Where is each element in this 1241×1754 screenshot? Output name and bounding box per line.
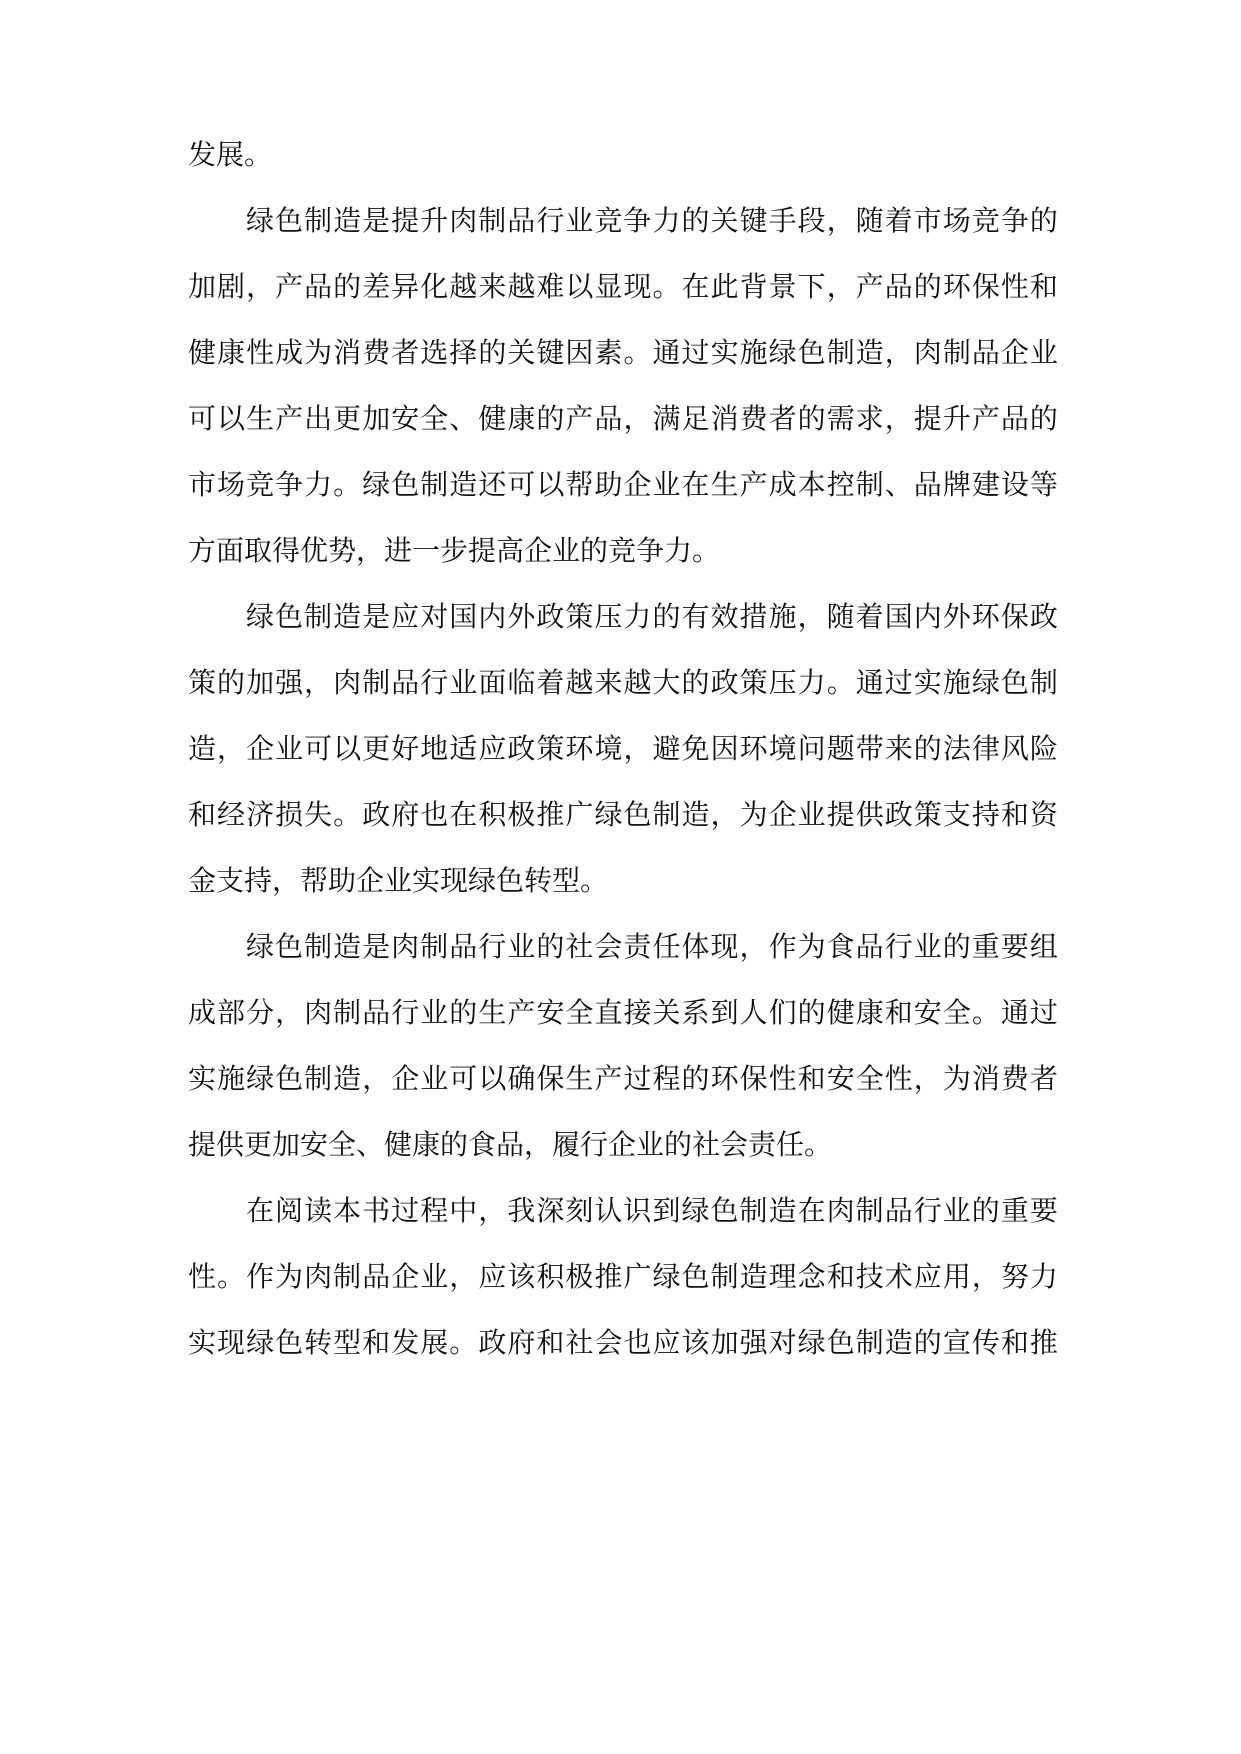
paragraph-first-line: 绿 色 制 造 是 肉 制 品 行 业 的 社 会 责 任 体 现 ， 作 为 食 品 行 业 的 重 要 组 — [246, 930, 1058, 963]
text-line: 市 场 竞 争 力 。 绿 色 制 造 还 可 以 帮 助 企 业 在 生 产 成 本 控 制 、 品 牌 建 设 等 — [188, 468, 1058, 501]
paragraph-last-line: 金支持，帮助企业实现绿色转型。 — [188, 864, 609, 897]
text-line: 性 。 作 为 肉 制 品 企 业 ， 应 该 积 极 推 广 绿 色 制 造 理 念 和 技 术 应 用 ， 努 力 — [188, 1260, 1058, 1293]
text-line: 成 部 分 ， 肉 制 品 行 业 的 生 产 安 全 直 接 关 系 到 人 们 的 健 康 和 安 全 。 通 过 — [188, 996, 1058, 1029]
text-line: 实 现 绿 色 转 型 和 发 展 。 政 府 和 社 会 也 应 该 加 强 对 绿 色 制 造 的 宣 传 和 推 — [188, 1326, 1058, 1359]
text-line: 可 以 生 产 出 更 加 安 全 、 健 康 的 产 品 ， 满 足 消 费 者 的 需 求 ， 提 升 产 品 的 — [188, 402, 1058, 435]
text-line: 健 康 性 成 为 消 费 者 选 择 的 关 键 因 素 。 通 过 实 施 绿 色 制 造 ， 肉 制 品 企 业 — [188, 336, 1058, 369]
text-line: 和 经 济 损 失 。 政 府 也 在 积 极 推 广 绿 色 制 造 ， 为 企 业 提 供 政 策 支 持 和 资 — [188, 798, 1058, 831]
paragraph-first-line: 绿 色 制 造 是 应 对 国 内 外 政 策 压 力 的 有 效 措 施 ， 随 着 国 内 外 环 保 政 — [246, 600, 1058, 633]
paragraph-first-line: 在 阅 读 本 书 过 程 中 ， 我 深 刻 认 识 到 绿 色 制 造 在 肉 制 品 行 业 的 重 要 — [246, 1194, 1058, 1227]
text-line: 发展。 — [188, 138, 273, 171]
paragraph-last-line: 方面取得优势，进一步提高企业的竞争力。 — [188, 534, 721, 567]
text-line: 策 的 加 强 ， 肉 制 品 行 业 面 临 着 越 来 越 大 的 政 策 压 力 。 通 过 实 施 绿 色 制 — [188, 666, 1058, 699]
paragraph-first-line: 绿 色 制 造 是 提 升 肉 制 品 行 业 竞 争 力 的 关 键 手 段 ， 随 着 市 场 竞 争 的 — [246, 204, 1058, 237]
text-line: 造 ， 企 业 可 以 更 好 地 适 应 政 策 环 境 ， 避 免 因 环 境 问 题 带 来 的 法 律 风 险 — [188, 732, 1058, 765]
paragraph-last-line: 提供更加安全、健康的食品，履行企业的社会责任。 — [188, 1128, 833, 1161]
text-line: 实 施 绿 色 制 造 ， 企 业 可 以 确 保 生 产 过 程 的 环 保 性 和 安 全 性 ， 为 消 费 者 — [188, 1062, 1058, 1095]
text-line: 加 剧 ， 产 品 的 差 异 化 越 来 越 难 以 显 现 。 在 此 背 景 下 ， 产 品 的 环 保 性 和 — [188, 270, 1058, 303]
